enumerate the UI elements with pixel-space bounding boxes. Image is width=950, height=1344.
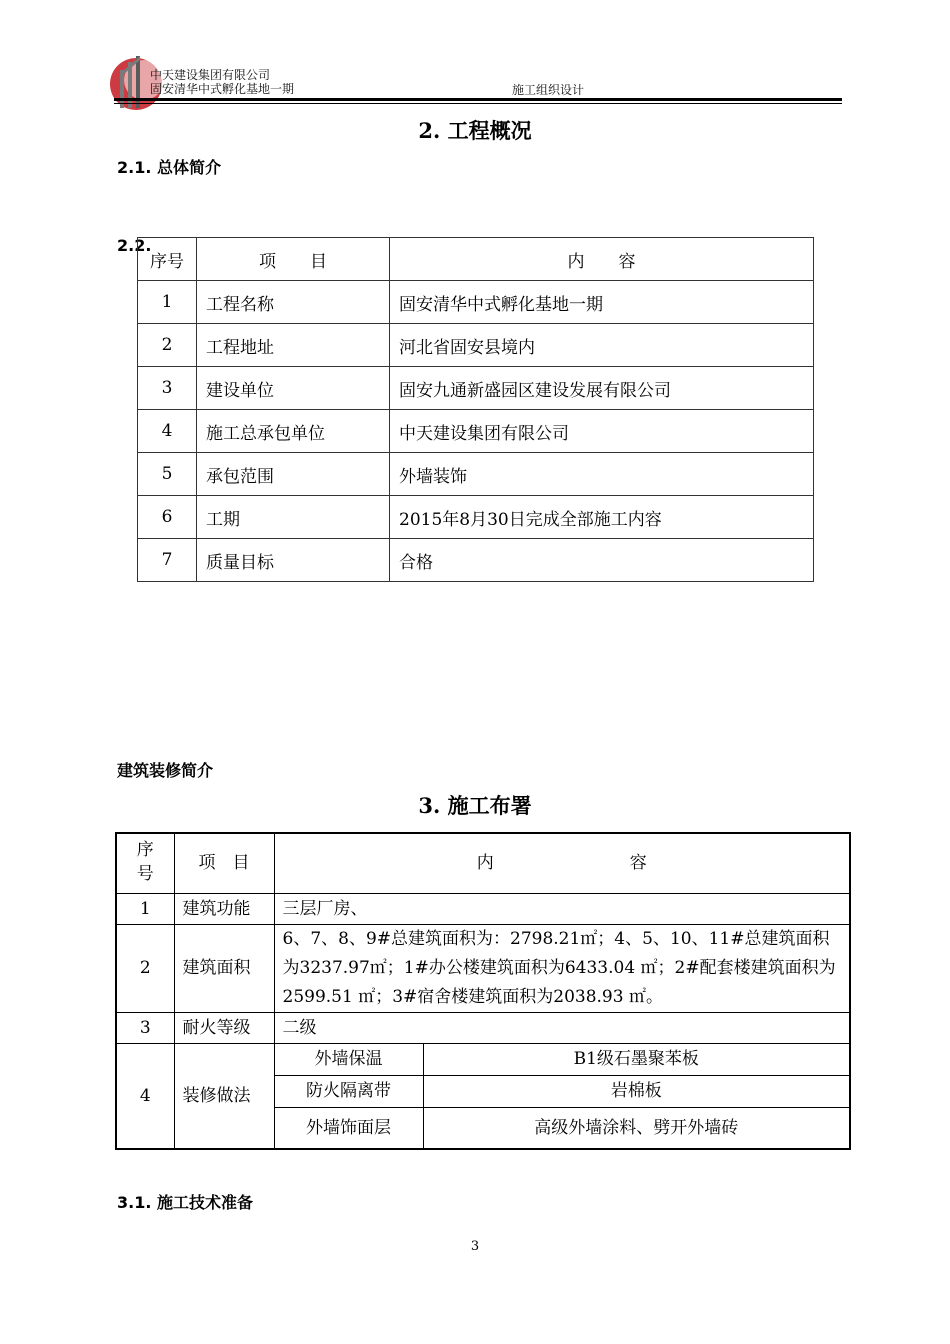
row-content: 合格 (390, 539, 814, 582)
header-no: 序号 (136, 840, 154, 885)
header-cell: 项 目 (174, 833, 274, 893)
sub-item: 防火隔离带 (275, 1075, 424, 1107)
decoration-heading: 建筑装修简介 (117, 761, 214, 780)
header-project: 固安清华中式孵化基地一期 (150, 82, 295, 96)
row-item: 工程地址 (197, 324, 390, 367)
row-content: 中天建设集团有限公司 (390, 410, 814, 453)
decoration-table (115, 832, 851, 1150)
section3-1-heading: 3.1. 施工技术准备 (117, 1193, 253, 1212)
row-no: 3 (116, 1012, 174, 1043)
table-row (138, 324, 814, 367)
row-item: 建设单位 (197, 367, 390, 410)
sub-item: 外墙饰面层 (275, 1107, 424, 1148)
page-number: 3 (470, 1239, 480, 1254)
table-header-row (138, 238, 814, 281)
sub-content: 高级外墙涂料、劈开外墙砖 (534, 1117, 739, 1138)
row-content: 固安九通新盛园区建设发展有限公司 (390, 367, 814, 410)
table-row (116, 1012, 850, 1043)
decoration-method-subtable (275, 1044, 850, 1148)
row-content: 6、7、8、9#总建筑面积为：2798.21㎡；4、5、10、11#总建筑面积为3237.97㎡；1#办公楼建筑面积为6433.04 ㎡；2#配套楼建筑面积为2599.51 ㎡；3#宿舍楼建筑面积为2038.93 ㎡。 (274, 924, 850, 1012)
row-no: 7 (138, 539, 197, 582)
header-cell: 内 容 (390, 238, 814, 281)
sub-content: 岩棉板 (423, 1075, 849, 1107)
table-row (116, 924, 850, 1012)
sub-item: 外墙保温 (275, 1044, 424, 1076)
table-row (138, 496, 814, 539)
row-item: 工程名称 (197, 281, 390, 324)
table-row (138, 281, 814, 324)
row-no: 4 (138, 410, 197, 453)
row-no: 1 (116, 893, 174, 924)
header-rule-thin (114, 103, 842, 104)
header-doc-title: 施工组织设计 (512, 83, 585, 97)
header-cell: 项 目 (197, 238, 390, 281)
header-cell: 序号 (138, 238, 197, 281)
row-no: 5 (138, 453, 197, 496)
header-company: 中天建设集团有限公司 (150, 68, 271, 82)
row-content: 二级 (274, 1012, 850, 1043)
row-item: 施工总承包单位 (197, 410, 390, 453)
row-item: 质量目标 (197, 539, 390, 582)
header-cell (116, 833, 174, 893)
row-content: 固安清华中式孵化基地一期 (390, 281, 814, 324)
section2-2-heading: 2.2. (117, 236, 152, 255)
table-row (116, 1043, 850, 1149)
table-header-row (116, 833, 850, 893)
row-item: 装修做法 (174, 1043, 274, 1149)
table-row (138, 539, 814, 582)
row-content: 外墙装饰 (390, 453, 814, 496)
subtable-row (275, 1044, 850, 1076)
table-row (116, 893, 850, 924)
row-content: 河北省固安县境内 (390, 324, 814, 367)
section2-1-heading: 2.1. 总体简介 (117, 158, 221, 177)
row-no: 3 (138, 367, 197, 410)
row-item: 建筑面积 (174, 924, 274, 1012)
row-content: 2015年8月30日完成全部施工内容 (390, 496, 814, 539)
row-no: 1 (138, 281, 197, 324)
row-item: 工期 (197, 496, 390, 539)
row-no: 2 (116, 924, 174, 1012)
row-item: 耐火等级 (174, 1012, 274, 1043)
row-content: 三层厂房、 (274, 893, 850, 924)
header-cell: 内 容 (274, 833, 850, 893)
section3-title: 3. 施工布署 (418, 793, 532, 818)
row-no: 4 (116, 1043, 174, 1149)
row-item: 承包范围 (197, 453, 390, 496)
section2-title: 2. 工程概况 (418, 118, 532, 143)
row-no: 6 (138, 496, 197, 539)
row-no: 2 (138, 324, 197, 367)
table-row (138, 367, 814, 410)
row-item: 建筑功能 (174, 893, 274, 924)
subtable-row (275, 1107, 850, 1148)
table-row (138, 410, 814, 453)
project-overview-table (137, 237, 814, 582)
subtable-row (275, 1075, 850, 1107)
row-content (274, 1043, 850, 1149)
header-rule (114, 98, 842, 101)
sub-content: B1级石墨聚苯板 (423, 1044, 849, 1076)
table-row (138, 453, 814, 496)
